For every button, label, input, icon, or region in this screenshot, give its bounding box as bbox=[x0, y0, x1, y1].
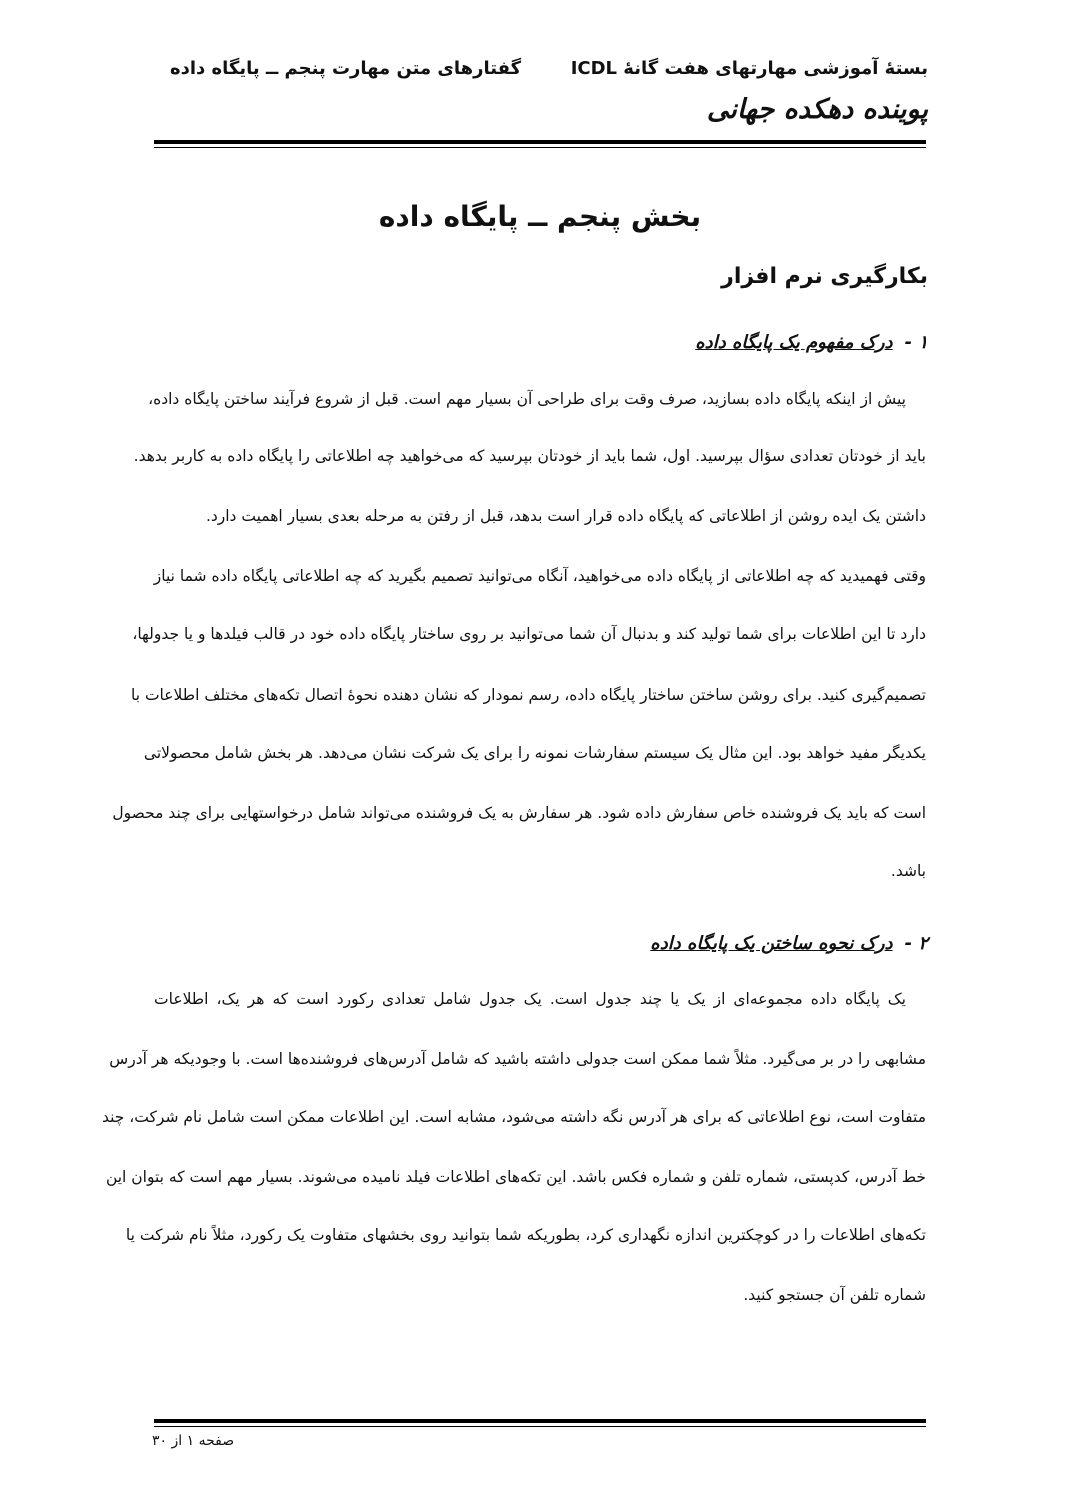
section-title: درک نحوه ساختن یک پایگاه داده bbox=[650, 933, 893, 954]
paragraph-line: وقتی فهمیدید که چه اطلاعاتی از پایگاه داده می‌خواهید، آنگاه می‌توانید تصمیم بگیرید که چه اطلاعاتی پایگاه داده شما نیاز bbox=[153, 567, 926, 585]
header-rule-thick bbox=[154, 140, 926, 144]
paragraph-line: است که باید یک فروشنده خاص سفارش داده شود. هر سفارش به یک فروشنده می‌تواند شامل درخواستهایی برای چند محصول bbox=[112, 804, 926, 822]
header-chapter-ref: گفتارهای متن مهارت پنجم ــ پایگاه داده bbox=[170, 58, 522, 79]
paragraph-line: داشتن یک ایده روشن از اطلاعاتی که پایگاه داده قرار است بدهد، قبل از رفتن به مرحله بعدی بسیار اهمیت دارد. bbox=[205, 507, 926, 525]
header-rule-thin bbox=[154, 147, 926, 148]
paragraph-line: شماره تلفن آن جستجو کنید. bbox=[743, 1286, 926, 1304]
paragraph-line: یکدیگر مفید خواهد بود. این مثال یک سیستم سفارشات نمونه را برای یک شرکت نشان می‌دهد. هر بخش شامل محصولاتی bbox=[143, 744, 926, 762]
paragraph-line: پیش از اینکه پایگاه داده بسازید، صرف وقت برای طراحی آن بسیار مهم است. قبل از شروع فرآیند ساختن پایگاه داده، bbox=[148, 390, 906, 408]
subtitle: بکارگیری نرم افزار bbox=[721, 264, 928, 289]
paragraph-line: باشد. bbox=[890, 862, 926, 880]
paragraph-line: مشابهی را در بر می‌گیرد. مثلاً شما ممکن است جدولی داشته باشید که شامل آدرس‌های فروشنده‌ها است. با وجودیکه هر آدرس bbox=[109, 1050, 926, 1068]
paragraph-line: تصمیم‌گیری کنید. برای روشن ساختن ساختار پایگاه داده، رسم نمودار که نشان دهنده نحوهٔ اتصال تکه‌های مختلف اطلاعات با bbox=[131, 686, 926, 704]
paragraph-line: یک پایگاه داده مجموعه‌ای از یک یا چند جدول است. یک جدول شامل تعدادی رکورد است که هر یک، اطلاعات bbox=[154, 990, 906, 1008]
paragraph-line: خط آدرس، کدپستی، شماره تلفن و شماره فکس باشد. این تکه‌های اطلاعات فیلد نامیده می‌شوند. بسیار مهم است که بتوان این bbox=[105, 1168, 926, 1186]
paragraph-line: تکه‌های اطلاعات را در کوچکترین اندازه نگهداری کرد، بطوریکه شما بتوانید روی بخشهای متفاوت یک رکورد، مثلاً نام شرکت یا bbox=[125, 1226, 926, 1244]
footer-rule-thick bbox=[154, 1419, 926, 1423]
paragraph-line: متفاوت است، نوع اطلاعاتی که برای هر آدرس نگه داشته می‌شود، مشابه است. این اطلاعات ممکن است شامل نام شرکت، چند bbox=[101, 1108, 926, 1126]
section-title: درک مفهوم یک پایگاه داده bbox=[695, 332, 893, 353]
section-heading-2 bbox=[650, 933, 928, 954]
page-number: صفحه ۱ از ۳۰ bbox=[152, 1433, 235, 1449]
header-book-title: بستهٔ آموزشی مهارتهای هفت گانهٔ ICDL bbox=[570, 58, 928, 79]
paragraph-line: باید از خودتان تعدادی سؤال بپرسید. اول، شما باید از خودتان بپرسید که می‌خواهید چه اطلاعاتی را پایگاه داده به کاربر بدهد. bbox=[133, 447, 926, 465]
paragraph-line: دارد تا این اطلاعات برای شما تولید کند و بدنبال آن شما می‌توانید بر روی ساختار پایگاه داده خود در قالب فیلدها و یا جدولها، bbox=[132, 625, 926, 643]
section-number: ۱ - bbox=[904, 332, 928, 353]
section-number: ۲ - bbox=[904, 933, 928, 954]
chapter-title: بخش پنجم ــ پایگاه داده bbox=[378, 200, 702, 233]
header-publisher: پوینده دهکده جهانی bbox=[706, 94, 928, 125]
footer-rule-thin bbox=[154, 1426, 926, 1427]
section-heading-1 bbox=[695, 332, 928, 353]
